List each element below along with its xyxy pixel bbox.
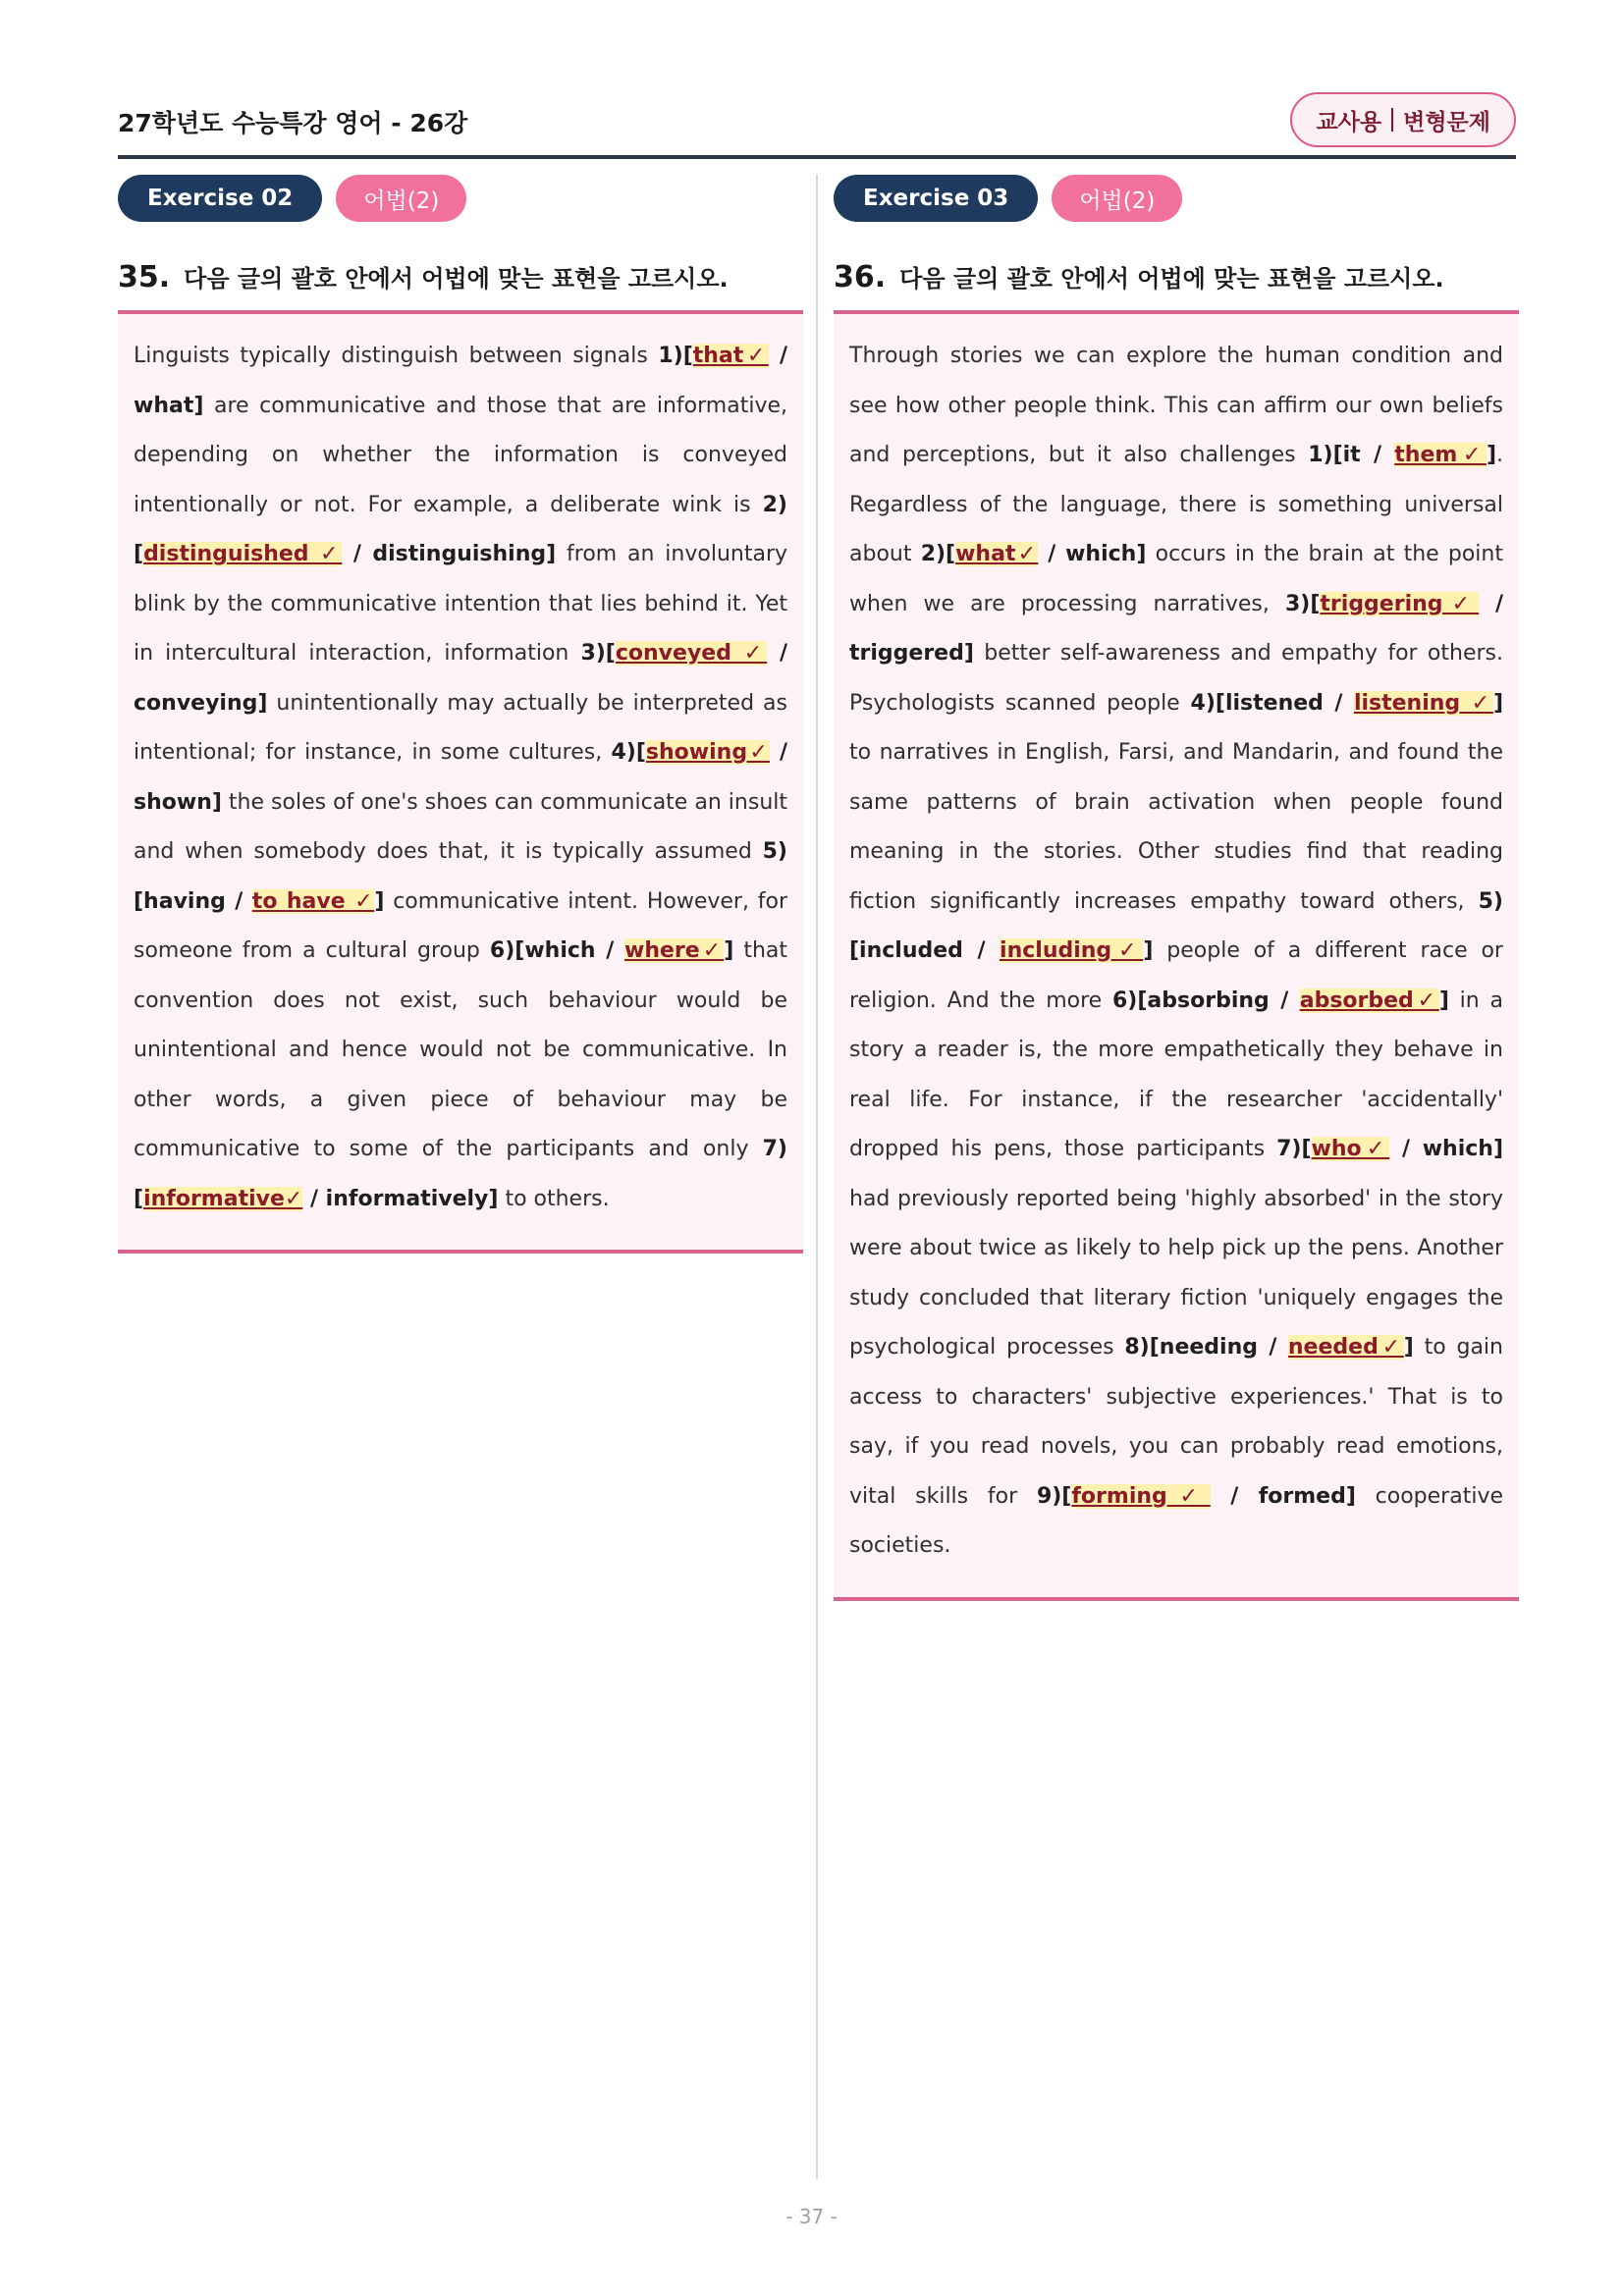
question-number: 35.	[118, 260, 171, 294]
choice-bracket: 6)[which /	[489, 938, 625, 963]
choice-bracket: 4)[listened /	[1190, 690, 1354, 716]
text-segment: cooperative societies.	[849, 1483, 1504, 1558]
badge-variant-label: 변형문제	[1403, 109, 1490, 135]
exercise-label: Exercise 03	[834, 175, 1038, 222]
choice-bracket: ]	[1143, 938, 1154, 963]
choice-bracket: / formed]	[1210, 1483, 1356, 1509]
text-segment: communicative intent. However, for someone from a cultural group	[134, 888, 787, 963]
choice-bracket: 2)[	[134, 492, 787, 566]
choice-bracket: ]	[1486, 443, 1496, 467]
choice-bracket: 7)[	[1276, 1137, 1312, 1161]
correct-answer: forming✓	[1071, 1483, 1211, 1509]
question-instruction: 다음 글의 괄호 안에서 어법에 맞는 표현을 고르시오.	[899, 265, 1444, 293]
passage-box	[118, 314, 803, 1254]
choice-bracket: 1)[	[658, 344, 693, 368]
text-segment: . Regardless of the language, there is something universal about	[849, 443, 1503, 566]
choice-bracket: 2)[	[920, 542, 956, 566]
choice-bracket: / what]	[134, 344, 787, 418]
exercise-tags	[834, 175, 1519, 222]
choice-bracket: / triggered]	[849, 591, 1504, 666]
column-divider	[816, 175, 818, 2179]
text-segment: Linguists typically distinguish between signals	[134, 344, 659, 368]
choice-bracket: / conveying]	[134, 641, 787, 716]
choice-bracket: ]	[724, 938, 734, 963]
exercise-tags	[118, 175, 803, 222]
exercise-label: Exercise 02	[118, 175, 322, 222]
text-segment: that convention does not exist, such behaviour would be unintentional and hence would not be communicative. In other words, a given piece of behaviour may be communicative to some of the participants and only	[134, 938, 787, 1161]
choice-bracket: 5)[included /	[849, 888, 1503, 963]
choice-bracket: ]	[1492, 690, 1503, 716]
teacher-variant-badge	[1290, 92, 1516, 147]
text-segment: the soles of one's shoes can communicate an insult and when somebody does that, it is typically assumed	[134, 789, 787, 864]
correct-answer: who✓	[1311, 1137, 1390, 1161]
category-label: 어법(2)	[336, 175, 466, 222]
choice-bracket: / which]	[1038, 542, 1147, 566]
correct-answer: distinguished ✓	[143, 542, 343, 566]
text-segment: occurs in the brain at the point when we are processing narratives,	[849, 542, 1503, 616]
correct-answer: needed✓	[1287, 1335, 1404, 1360]
text-segment: had previously reported being 'highly absorbed' in the story were about twice as likely to help pick up the pens. Another study concluded that literary fiction 'uniquely engages the psychological processes	[849, 1186, 1503, 1360]
choice-bracket: / distinguishing]	[342, 542, 557, 566]
choice-bracket: / which]	[1389, 1137, 1503, 1161]
passage-text	[134, 332, 787, 1224]
correct-answer: listening ✓	[1353, 690, 1493, 716]
choice-bracket: 6)[absorbing /	[1112, 988, 1300, 1013]
text-segment: unintentionally may actually be interpreted as intentional; for instance, in some cultures,	[134, 690, 787, 765]
choice-bracket: ]	[1403, 1335, 1414, 1360]
text-segment: in a story a reader is, the more empathetically they behave in real life. For instance, if the researcher 'accidentally' dropped his pens, those participants	[849, 988, 1503, 1161]
text-segment: Through stories we can explore the human condition and see how other people think. This can affirm our own beliefs and perceptions, but it also challenges	[849, 344, 1503, 467]
choice-bracket: 1)[it /	[1308, 443, 1395, 467]
text-segment: people of a different race or religion. And the more	[849, 938, 1503, 1013]
question-number: 36.	[834, 260, 887, 294]
text-segment: to others.	[498, 1186, 610, 1211]
passage-text	[849, 332, 1503, 1572]
text-segment: from an involuntary blink by the communicative intention that lies behind it. Yet in intercultural interaction, information	[134, 542, 788, 666]
correct-answer: including✓	[1000, 938, 1144, 963]
text-segment: to narratives in English, Farsi, and Mandarin, and found the same patterns of brain activation when people found meaning in the stories. Other studies find that reading fiction significantly increases empathy toward others,	[849, 740, 1503, 914]
text-segment: are communicative and those that are informative, depending on whether the information is conveyed intentionally or not. For example, a deliberate wink is	[134, 393, 787, 517]
correct-answer: conveyed ✓	[615, 641, 768, 666]
choice-bracket: 7)[	[134, 1137, 787, 1211]
text-segment: to gain access to characters' subjective experiences.' That is to say, if you read novels, you can probably read emotions, vital skills for	[849, 1335, 1503, 1509]
passage-box	[834, 314, 1519, 1601]
text-segment: better self-awareness and empathy for others. Psychologists scanned people	[849, 641, 1503, 716]
correct-answer: absorbed✓	[1299, 988, 1439, 1013]
choice-bracket: 9)[	[1036, 1483, 1072, 1509]
choice-bracket: ]	[374, 888, 385, 914]
correct-answer: showing✓	[645, 740, 771, 765]
choice-bracket: 3)[	[1284, 591, 1321, 616]
correct-answer: informative✓	[143, 1186, 303, 1211]
choice-bracket: / shown]	[134, 740, 787, 815]
correct-answer: them✓	[1394, 443, 1487, 467]
choice-bracket: 3)[	[580, 641, 616, 666]
exercise-02-column	[118, 175, 803, 1254]
category-label: 어법(2)	[1052, 175, 1182, 222]
choice-bracket: 5)[having /	[134, 839, 787, 914]
page-number: - 37 -	[785, 2205, 838, 2228]
question-instruction: 다음 글의 괄호 안에서 어법에 맞는 표현을 고르시오.	[184, 265, 729, 293]
correct-answer: to have ✓	[251, 888, 375, 914]
choice-bracket: ]	[1438, 988, 1449, 1013]
page-title: 27학년도 수능특강 영어 - 26강	[118, 109, 468, 137]
choice-bracket: 4)[	[611, 740, 646, 765]
badge-divider	[1391, 108, 1393, 132]
page-header	[118, 92, 1516, 159]
correct-answer: where✓	[624, 938, 725, 963]
correct-answer: triggering✓	[1320, 591, 1480, 616]
exercise-03-column	[834, 175, 1519, 1601]
choice-bracket: / informatively]	[302, 1186, 499, 1211]
question-heading	[118, 259, 803, 314]
choice-bracket: 8)[needing /	[1124, 1335, 1288, 1360]
badge-teacher-label: 교사용	[1316, 109, 1382, 135]
correct-answer: that✓	[692, 344, 769, 368]
question-heading	[834, 259, 1519, 314]
correct-answer: what✓	[955, 542, 1039, 566]
